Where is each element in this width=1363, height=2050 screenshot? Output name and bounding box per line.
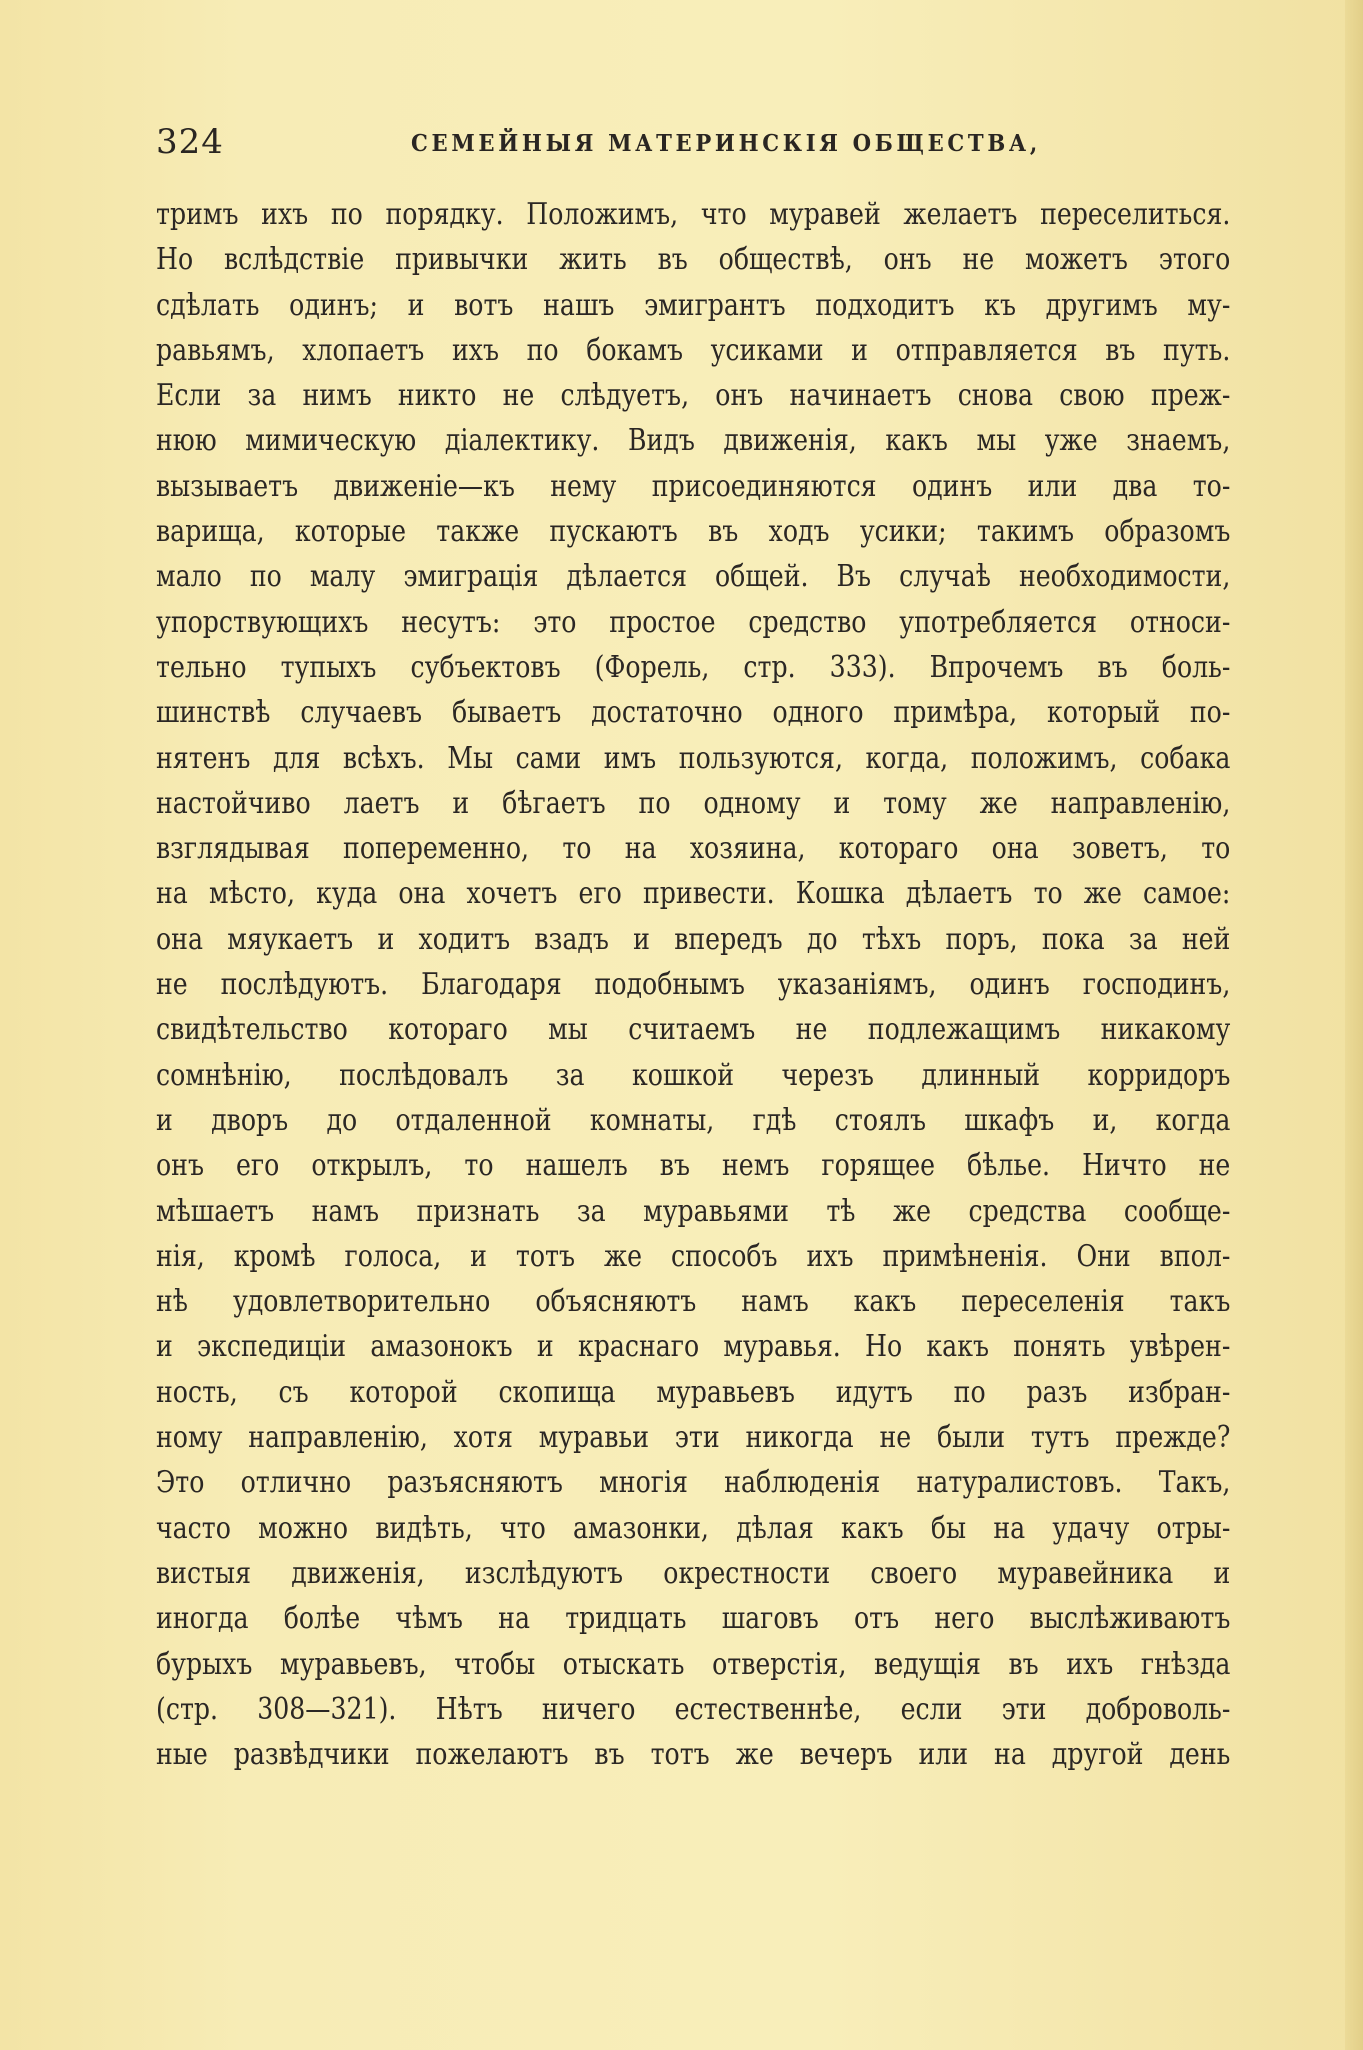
text-line-34: (стр. 308—321). Нѣтъ ничего естественнѣе, если эти доброволь- — [156, 1691, 1231, 1727]
text-line-15: взглядывая попеременно, то на хозяина, котораго она зоветъ, то — [156, 831, 1231, 867]
text-line-8: варища, которые также пускаютъ въ ходъ усики; такимъ образомъ — [156, 514, 1231, 550]
text-line-14: настойчиво лаетъ и бѣгаетъ по одному и тому же направленію, — [156, 785, 1231, 821]
text-line-2: Но вслѣдствіе привычки жить въ обществѣ, онъ не можетъ этого — [156, 242, 1231, 278]
text-line-32: иногда болѣе чѣмъ на тридцать шаговъ отъ него выслѣживаютъ — [156, 1601, 1231, 1637]
text-line-12: шинствѣ случаевъ бываетъ достаточно одного примѣра, который по- — [156, 695, 1231, 731]
text-line-25: нѣ удовлетворительно объясняютъ намъ какъ переселенія такъ — [156, 1284, 1231, 1320]
text-line-20: сомнѣнію, послѣдовалъ за кошкой черезъ длинный корридоръ — [156, 1057, 1231, 1093]
text-line-4: равьямъ, хлопаетъ ихъ по бокамъ усиками и отправляется въ путь. — [156, 332, 1231, 368]
text-line-26: и экспедиціи амазонокъ и краснаго муравья. Но какъ понять увѣрен- — [156, 1329, 1231, 1365]
text-line-19: свидѣтельство котораго мы считаемъ не подлежащимъ никакому — [156, 1012, 1231, 1048]
text-line-18: не послѣдуютъ. Благодаря подобнымъ указаніямъ, одинъ господинъ, — [156, 967, 1231, 1003]
text-line-24: нія, кромѣ голоса, и тотъ же способъ ихъ примѣненія. Они впол- — [156, 1238, 1231, 1274]
text-line-21: и дворъ до отдаленной комнаты, гдѣ стоялъ шкафъ и, когда — [156, 1102, 1231, 1138]
text-line-30: часто можно видѣть, что амазонки, дѣлая какъ бы на удачу отры- — [156, 1510, 1231, 1546]
text-line-6: нюю мимическую діалектику. Видъ движенія, какъ мы уже знаемъ, — [156, 423, 1231, 459]
text-line-16: на мѣсто, куда она хочетъ его привести. Кошка дѣлаетъ то же самое: — [156, 876, 1231, 912]
text-line-1: тримъ ихъ по порядку. Положимъ, что муравей желаетъ переселиться. — [156, 197, 1231, 232]
text-line-22: онъ его открылъ, то нашелъ въ немъ горящее бѣлье. Ничто не — [156, 1148, 1231, 1184]
text-line-27: ность, съ которой скопища муравьевъ идутъ по разъ избран- — [156, 1374, 1231, 1410]
text-line-11: тельно тупыхъ субъектовъ (Форель, стр. 333). Впрочемъ въ боль- — [156, 649, 1231, 685]
text-line-9: мало по малу эмиграція дѣлается общей. Въ случаѣ необходимости, — [156, 559, 1231, 595]
page-edge-shadow — [1345, 0, 1363, 2050]
page-number: 324 — [156, 122, 224, 162]
text-line-35: ные развѣдчики пожелаютъ въ тотъ же вечеръ или на другой день — [156, 1737, 1231, 1773]
text-line-17: она мяукаетъ и ходитъ взадъ и впередъ до тѣхъ поръ, пока за ней — [156, 921, 1231, 957]
text-line-31: вистыя движенія, изслѣдуютъ окрестности своего муравейника и — [156, 1555, 1231, 1591]
text-line-5: Если за нимъ никто не слѣдуетъ, онъ начинаетъ снова свою преж- — [156, 378, 1231, 414]
text-line-28: ному направленію, хотя муравьи эти никогда не были тутъ прежде? — [156, 1420, 1231, 1456]
text-line-10: упорствующихъ несутъ: это простое средство употребляется относи- — [156, 604, 1231, 640]
page-header — [156, 118, 1236, 168]
text-line-3: сдѣлать одинъ; и вотъ нашъ эмигрантъ подходитъ къ другимъ му- — [156, 287, 1231, 323]
text-line-29: Это отлично разъясняютъ многія наблюденія натуралистовъ. Такъ, — [156, 1465, 1231, 1501]
text-line-7: вызываетъ движеніе—къ нему присоединяются одинъ или два то- — [156, 468, 1231, 504]
text-line-33: бурыхъ муравьевъ, чтобы отыскать отверстія, ведущія въ ихъ гнѣзда — [156, 1646, 1231, 1682]
text-line-13: нятенъ для всѣхъ. Мы сами имъ пользуются, когда, положимъ, собака — [156, 740, 1231, 776]
running-title: СЕМЕЙНЫЯ МАТЕРИНСКІЯ ОБЩЕСТВА, — [411, 130, 1041, 157]
body-text — [156, 192, 1230, 1777]
text-line-23: мѣшаетъ намъ признать за муравьями тѣ же средства сообще- — [156, 1193, 1231, 1229]
